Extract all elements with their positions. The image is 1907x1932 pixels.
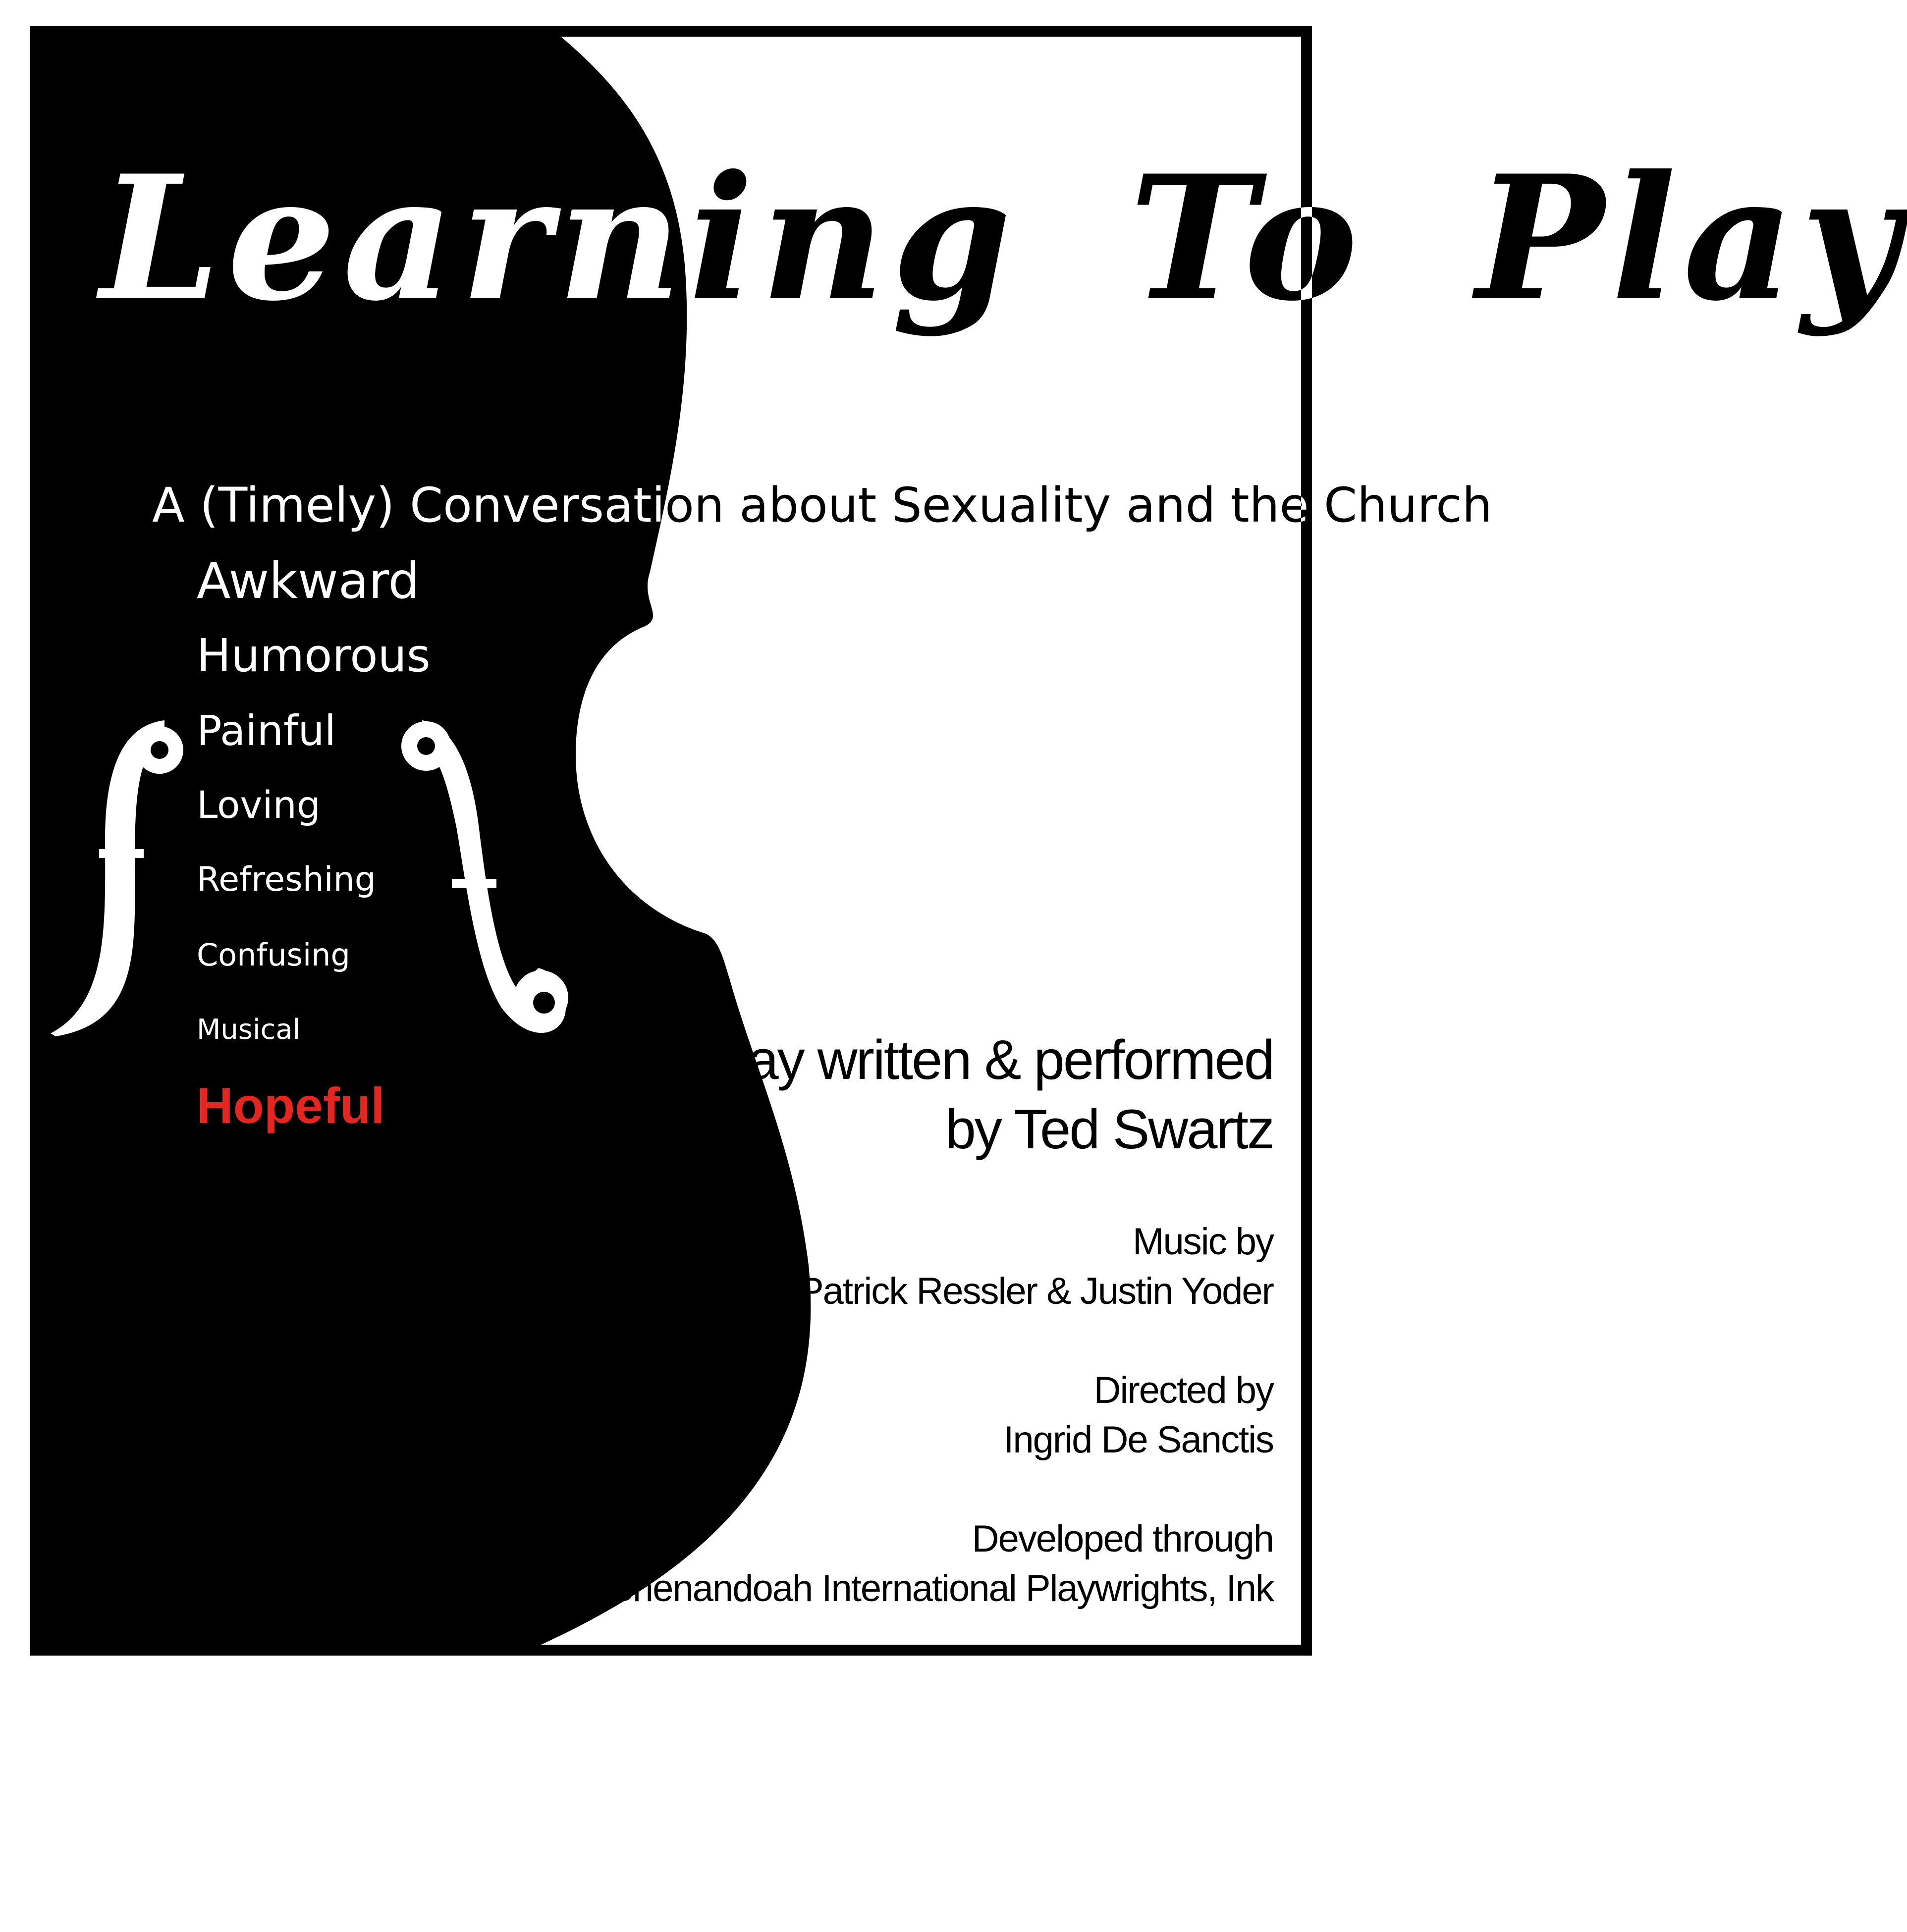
- word-musical: Musical: [197, 1014, 301, 1046]
- music-label: Music by: [1133, 1221, 1273, 1263]
- developed-label: Developed through: [972, 1518, 1273, 1560]
- poster-frame: [30, 26, 1907, 1656]
- poster-title: Learning To Play: [100, 138, 1907, 339]
- f-hole-right-inner: [417, 737, 435, 755]
- f-hole-left-inner: [151, 741, 168, 759]
- word-awkward: Awkward: [197, 552, 420, 610]
- word-refreshing: Refreshing: [197, 860, 376, 899]
- tagline: A (Timely) Conversation about Sexuality and the Church: [152, 478, 1492, 533]
- music-names: Patrick Ressler & Justin Yoder: [798, 1270, 1273, 1312]
- developed-names: Shenandoah International Playwrights, Ink: [608, 1567, 1273, 1610]
- word-painful: Painful: [197, 706, 336, 755]
- credit-line-2: by Ted Swartz: [945, 1098, 1273, 1160]
- word-hopeful: Hopeful: [197, 1077, 385, 1134]
- word-loving: Loving: [197, 783, 321, 827]
- director-names: Ingrid De Sanctis: [1003, 1419, 1273, 1461]
- director-label: Directed by: [1093, 1369, 1273, 1411]
- f-hole-right-bottom-inner: [533, 992, 555, 1014]
- word-humorous: Humorous: [197, 629, 431, 682]
- credit-line-1: A play written & performed: [661, 1029, 1273, 1091]
- word-confusing: Confusing: [197, 937, 350, 973]
